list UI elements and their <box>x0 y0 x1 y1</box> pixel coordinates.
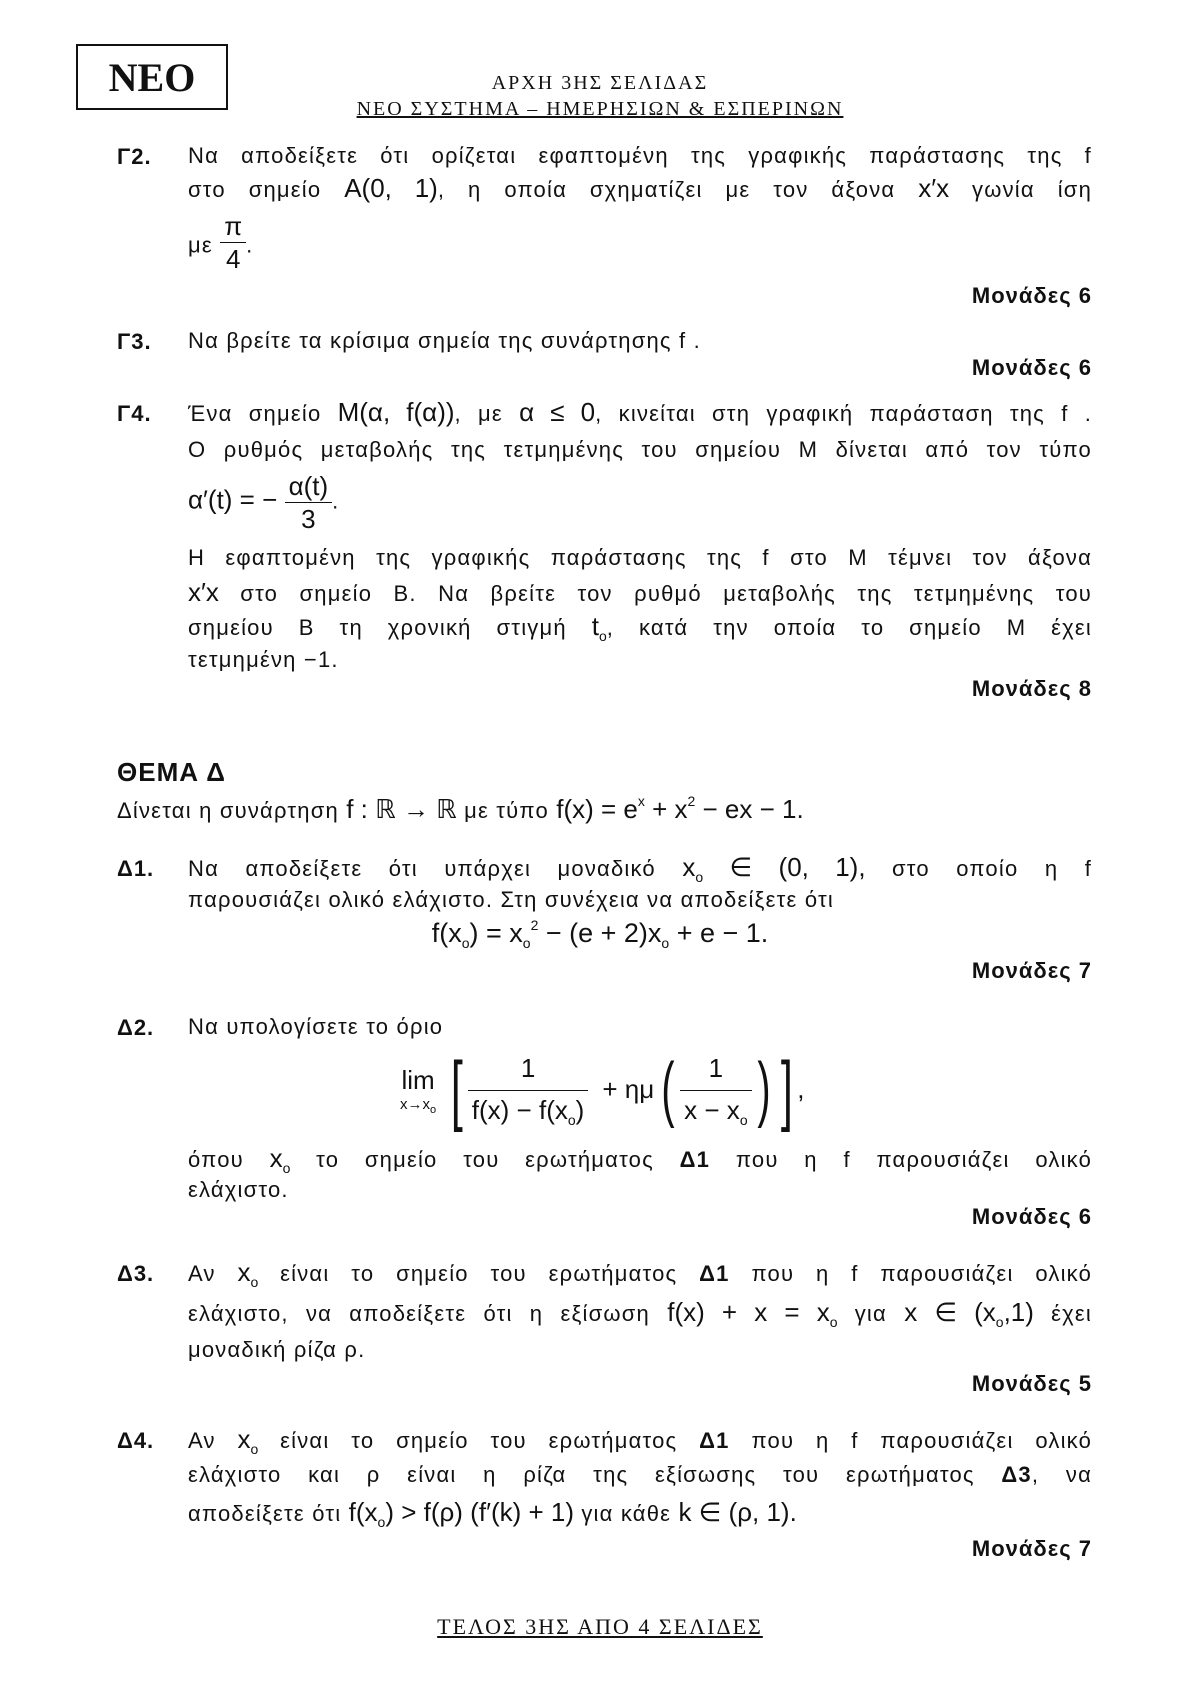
formula-sup-2: 2 <box>687 793 696 809</box>
page-footer: ΤΕΛΟΣ 3ΗΣ ΑΠΟ 4 ΣΕΛΙΔΕΣ <box>437 1614 763 1639</box>
g4-point-m: Μ(α, f(α)) <box>337 397 455 427</box>
intro-formula <box>556 794 803 824</box>
g2-frac-num: π <box>224 211 243 241</box>
g4-line2: Ο ρυθμός μεταβολής της τετμημένης του σημείου Μ δίνεται από τον τύπο <box>188 437 1092 462</box>
d2-x0 <box>269 1143 291 1176</box>
g4-t-sub: o <box>598 628 607 644</box>
g4-line1 <box>188 396 1092 430</box>
neo-stamp: ΝΕΟ <box>76 44 228 110</box>
d2-p1-a: όπου <box>188 1147 244 1172</box>
d2-comma: , <box>797 1073 805 1104</box>
d3-line2 <box>188 1296 1092 1332</box>
score-g4: Μονάδες 8 <box>971 676 1092 701</box>
page-header-subtitle: ΝΕΟ ΣΥΣΤΗΜΑ – ΗΜΕΡΗΣΙΩΝ & ΕΣΠΕΡΙΝΩΝ <box>356 98 844 120</box>
d3-x-sub: o <box>250 1274 259 1290</box>
g4-para-line2 <box>188 576 1092 610</box>
d3-int-a: x ∈ (x <box>904 1297 996 1327</box>
d3-equation <box>667 1297 838 1330</box>
g4-eq-lhs: α′(t) = − <box>188 484 278 515</box>
d2-frac1-den-end: ) <box>575 1094 585 1125</box>
lim-sub-text: x→x <box>400 1096 430 1113</box>
d4-ineq-a: f(x <box>348 1497 378 1527</box>
intro-domain: f : ℝ → ℝ <box>346 794 457 824</box>
d4-ref-d3: Δ3 <box>1001 1462 1032 1487</box>
question-label-d1: Δ1. <box>117 856 155 881</box>
g4-t: t <box>591 611 599 641</box>
g2-frac-den: 4 <box>225 244 241 274</box>
d3-l1-c: που η f παρουσιάζει ολικό <box>751 1261 1093 1286</box>
g2-axis: x′x <box>918 173 950 203</box>
d4-line2 <box>188 1459 1092 1491</box>
g4-para-line3 <box>188 610 1092 646</box>
d1-eq-d: + e − 1. <box>669 918 769 948</box>
lim-sub-o: o <box>430 1104 437 1116</box>
g4-line1-b: , με <box>454 401 503 426</box>
d1-x: x <box>682 852 696 882</box>
d2-frac1-den <box>468 1091 589 1126</box>
d2-x-sub: o <box>282 1160 291 1176</box>
g4-axis: x′x <box>188 577 219 607</box>
g4-para-line3-b: , κατά την οποία το σημείο Μ έχει <box>606 615 1093 640</box>
d4-line1 <box>188 1423 1092 1459</box>
score-g3: Μονάδες 6 <box>971 355 1092 380</box>
d2-frac1-den-sub: o <box>567 1111 576 1128</box>
question-label-g3: Γ3. <box>117 329 152 354</box>
d4-x-sub: o <box>250 1441 259 1457</box>
page-header-title: ΑΡΧΗ 3ΗΣ ΣΕΛΙΔΑΣ <box>491 72 709 94</box>
thema-d-intro <box>117 794 1092 825</box>
question-label-g4: Γ4. <box>117 401 152 426</box>
g4-line1-c: , κινείται στη γραφική παράσταση της f . <box>595 401 1093 426</box>
right-bracket: ] <box>780 1045 793 1133</box>
d3-l1-a: Αν <box>188 1261 216 1286</box>
d1-line1-b: στο οποίο η f <box>892 856 1093 881</box>
d2-para-line1 <box>188 1142 1092 1178</box>
d4-l2-a: ελάχιστο και ρ είναι η ρίζα της εξίσωσης του ερωτήματος <box>188 1462 975 1487</box>
formula-part-1: f(x) = e <box>556 794 638 824</box>
d3-l2-c: έχει <box>1051 1301 1093 1326</box>
question-label-d4: Δ4. <box>117 1428 155 1453</box>
d3-line1 <box>188 1256 1092 1292</box>
g2-fraction <box>220 210 246 275</box>
g2-line3 <box>188 211 1092 279</box>
formula-sup-1: x <box>637 793 645 809</box>
intro-a: Δίνεται η συνάρτηση <box>117 798 339 823</box>
d1-equation <box>0 918 1200 949</box>
d2-line1: Να υπολογίσετε το όριο <box>188 1014 444 1039</box>
g4-condition: α ≤ 0 <box>519 397 596 427</box>
d2-para-line2: ελάχιστο. <box>188 1177 289 1202</box>
d1-line1-a: Να αποδείξετε ότι υπάρχει μοναδικό <box>188 856 656 881</box>
left-bracket: [ <box>451 1045 463 1133</box>
d2-p1-c: που η f παρουσιάζει ολικό <box>735 1147 1093 1172</box>
d1-eq-b: ) = x <box>469 918 523 948</box>
d3-l1-b: είναι το σημείο του ερωτήματος <box>280 1261 678 1286</box>
d1-line1 <box>188 851 1092 887</box>
score-g2: Μονάδες 6 <box>971 283 1092 308</box>
g3-text: Να βρείτε τα κρίσιμα σημεία της συνάρτησης f . <box>188 328 701 353</box>
score-d1: Μονάδες 7 <box>971 958 1092 983</box>
d4-l1-a: Αν <box>188 1428 216 1453</box>
d2-frac1-den-a: f(x) − f(x <box>471 1094 568 1125</box>
d4-l3-b: για κάθε <box>581 1501 672 1526</box>
score-d2: Μονάδες 6 <box>971 1204 1092 1229</box>
g2-line3-end: . <box>246 232 254 258</box>
g4-time-var <box>591 611 607 644</box>
d2-frac2-den-sub: o <box>739 1111 748 1128</box>
g2-point: Α(0, 1) <box>344 173 438 203</box>
d2-frac1-num: 1 <box>520 1052 536 1083</box>
g2-line1: Να αποδείξετε ότι ορίζεται εφαπτομένη της γραφικής παράστασης της f <box>188 143 1092 168</box>
g4-line1-a: Ένα σημείο <box>188 401 322 426</box>
d3-l2-b: για <box>854 1301 887 1326</box>
d3-ref-d1: Δ1 <box>699 1261 730 1286</box>
g4-fraction <box>285 470 333 535</box>
d1-eq-sub2: o <box>522 935 531 951</box>
g2-line2-c: γωνία ίση <box>972 177 1093 202</box>
d2-frac2-num: 1 <box>708 1052 724 1083</box>
g4-para-line4: τετμημένη −1. <box>188 647 339 672</box>
d3-l2-a: ελάχιστο, να αποδείξετε ότι η εξίσωση <box>188 1301 650 1326</box>
g4-para-line2-text: στο σημείο Β. Να βρείτε τον ρυθμό μεταβολής της τετμημένης του <box>240 581 1093 606</box>
g2-line2 <box>188 172 1092 206</box>
g2-line2-b: , η οποία σχηματίζει με τον άξονα <box>437 177 896 202</box>
d3-int-end: ,1) <box>1003 1297 1034 1327</box>
g2-line2-a: στο σημείο <box>188 177 322 202</box>
d3-x0 <box>237 1257 259 1290</box>
g4-frac-den: 3 <box>301 504 316 534</box>
d2-fraction-1 <box>468 1053 589 1126</box>
d3-line3: μοναδική ρίζα ρ. <box>188 1337 366 1362</box>
d4-k-interval: k ∈ (ρ, 1). <box>678 1497 797 1527</box>
g2-line3-a: με <box>188 232 213 258</box>
right-paren: ) <box>757 1049 771 1129</box>
g4-para-line1: Η εφαπτομένη της γραφικής παράστασης της f στο Μ τέμνει τον άξονα <box>188 545 1092 570</box>
d4-ineq-sub: o <box>377 1514 386 1530</box>
d4-l1-b: είναι το σημείο του ερωτήματος <box>280 1428 678 1453</box>
d1-eq-c: − (e + 2)x <box>538 918 662 948</box>
score-d4: Μονάδες 7 <box>971 1536 1092 1561</box>
d2-frac2-den-a: x − x <box>684 1094 740 1125</box>
g4-frac-num: α(t) <box>288 471 329 501</box>
question-label-d2: Δ2. <box>117 1015 155 1040</box>
g4-equation <box>188 470 1092 535</box>
d1-eq-formula <box>431 917 769 951</box>
question-label-d3: Δ3. <box>117 1261 155 1286</box>
d4-l3-a: αποδείξετε ότι <box>188 1501 342 1526</box>
d2-frac2-den <box>680 1091 751 1126</box>
d4-inequality <box>348 1497 575 1530</box>
intro-b: με τύπο <box>464 798 549 823</box>
d2-limit-expression <box>400 1046 805 1132</box>
d3-int-sub: o <box>995 1314 1004 1330</box>
d1-eq-a: f(x <box>431 918 462 948</box>
d3-x: x <box>237 1257 251 1287</box>
d1-x0 <box>682 852 704 885</box>
formula-part-3: − ex − 1. <box>695 794 804 824</box>
d2-p1-b: το σημείο του ερωτήματος <box>316 1147 654 1172</box>
d4-line3 <box>188 1496 1092 1532</box>
d1-x-sub: o <box>695 869 704 885</box>
d4-x: x <box>237 1424 251 1454</box>
d1-eq-sup: 2 <box>530 917 539 933</box>
left-paren: ( <box>661 1049 675 1129</box>
formula-part-2: + x <box>644 794 688 824</box>
d3-eq-sub: o <box>829 1314 838 1330</box>
d4-l2-b: , να <box>1031 1462 1092 1487</box>
d3-eq: f(x) + x = x <box>667 1297 830 1327</box>
d2-fraction-2 <box>680 1053 751 1126</box>
limit-operator <box>400 1065 437 1116</box>
d4-l1-c: που η f παρουσιάζει ολικό <box>751 1428 1093 1453</box>
d1-line2: παρουσιάζει ολικό ελάχιστο. Στη συνέχεια να αποδείξετε ότι <box>188 887 834 912</box>
question-label-g2: Γ2. <box>117 144 152 169</box>
d4-ineq-b: ) > f(ρ) (f′(k) + 1) <box>385 1497 575 1527</box>
d4-x0 <box>237 1424 259 1457</box>
d2-x: x <box>269 1143 283 1173</box>
d4-ref-d1: Δ1 <box>699 1428 730 1453</box>
d3-interval <box>904 1297 1034 1330</box>
g4-para-line3-a: σημείου Β τη χρονική στιγμή <box>188 615 567 640</box>
d2-ref-d1: Δ1 <box>679 1147 711 1172</box>
score-d3: Μονάδες 5 <box>971 1371 1092 1396</box>
d1-eq-sub3: o <box>661 935 670 951</box>
d1-eq-sub1: o <box>461 935 470 951</box>
section-title-thema-d: ΘΕΜΑ Δ <box>117 757 226 787</box>
lim-word: lim <box>401 1065 435 1095</box>
d2-plus-eta-mu: + ημ <box>602 1073 655 1104</box>
lim-subscript <box>400 1096 437 1116</box>
d1-interval: ∈ (0, 1), <box>729 852 866 882</box>
g4-eq-end: . <box>332 488 340 514</box>
